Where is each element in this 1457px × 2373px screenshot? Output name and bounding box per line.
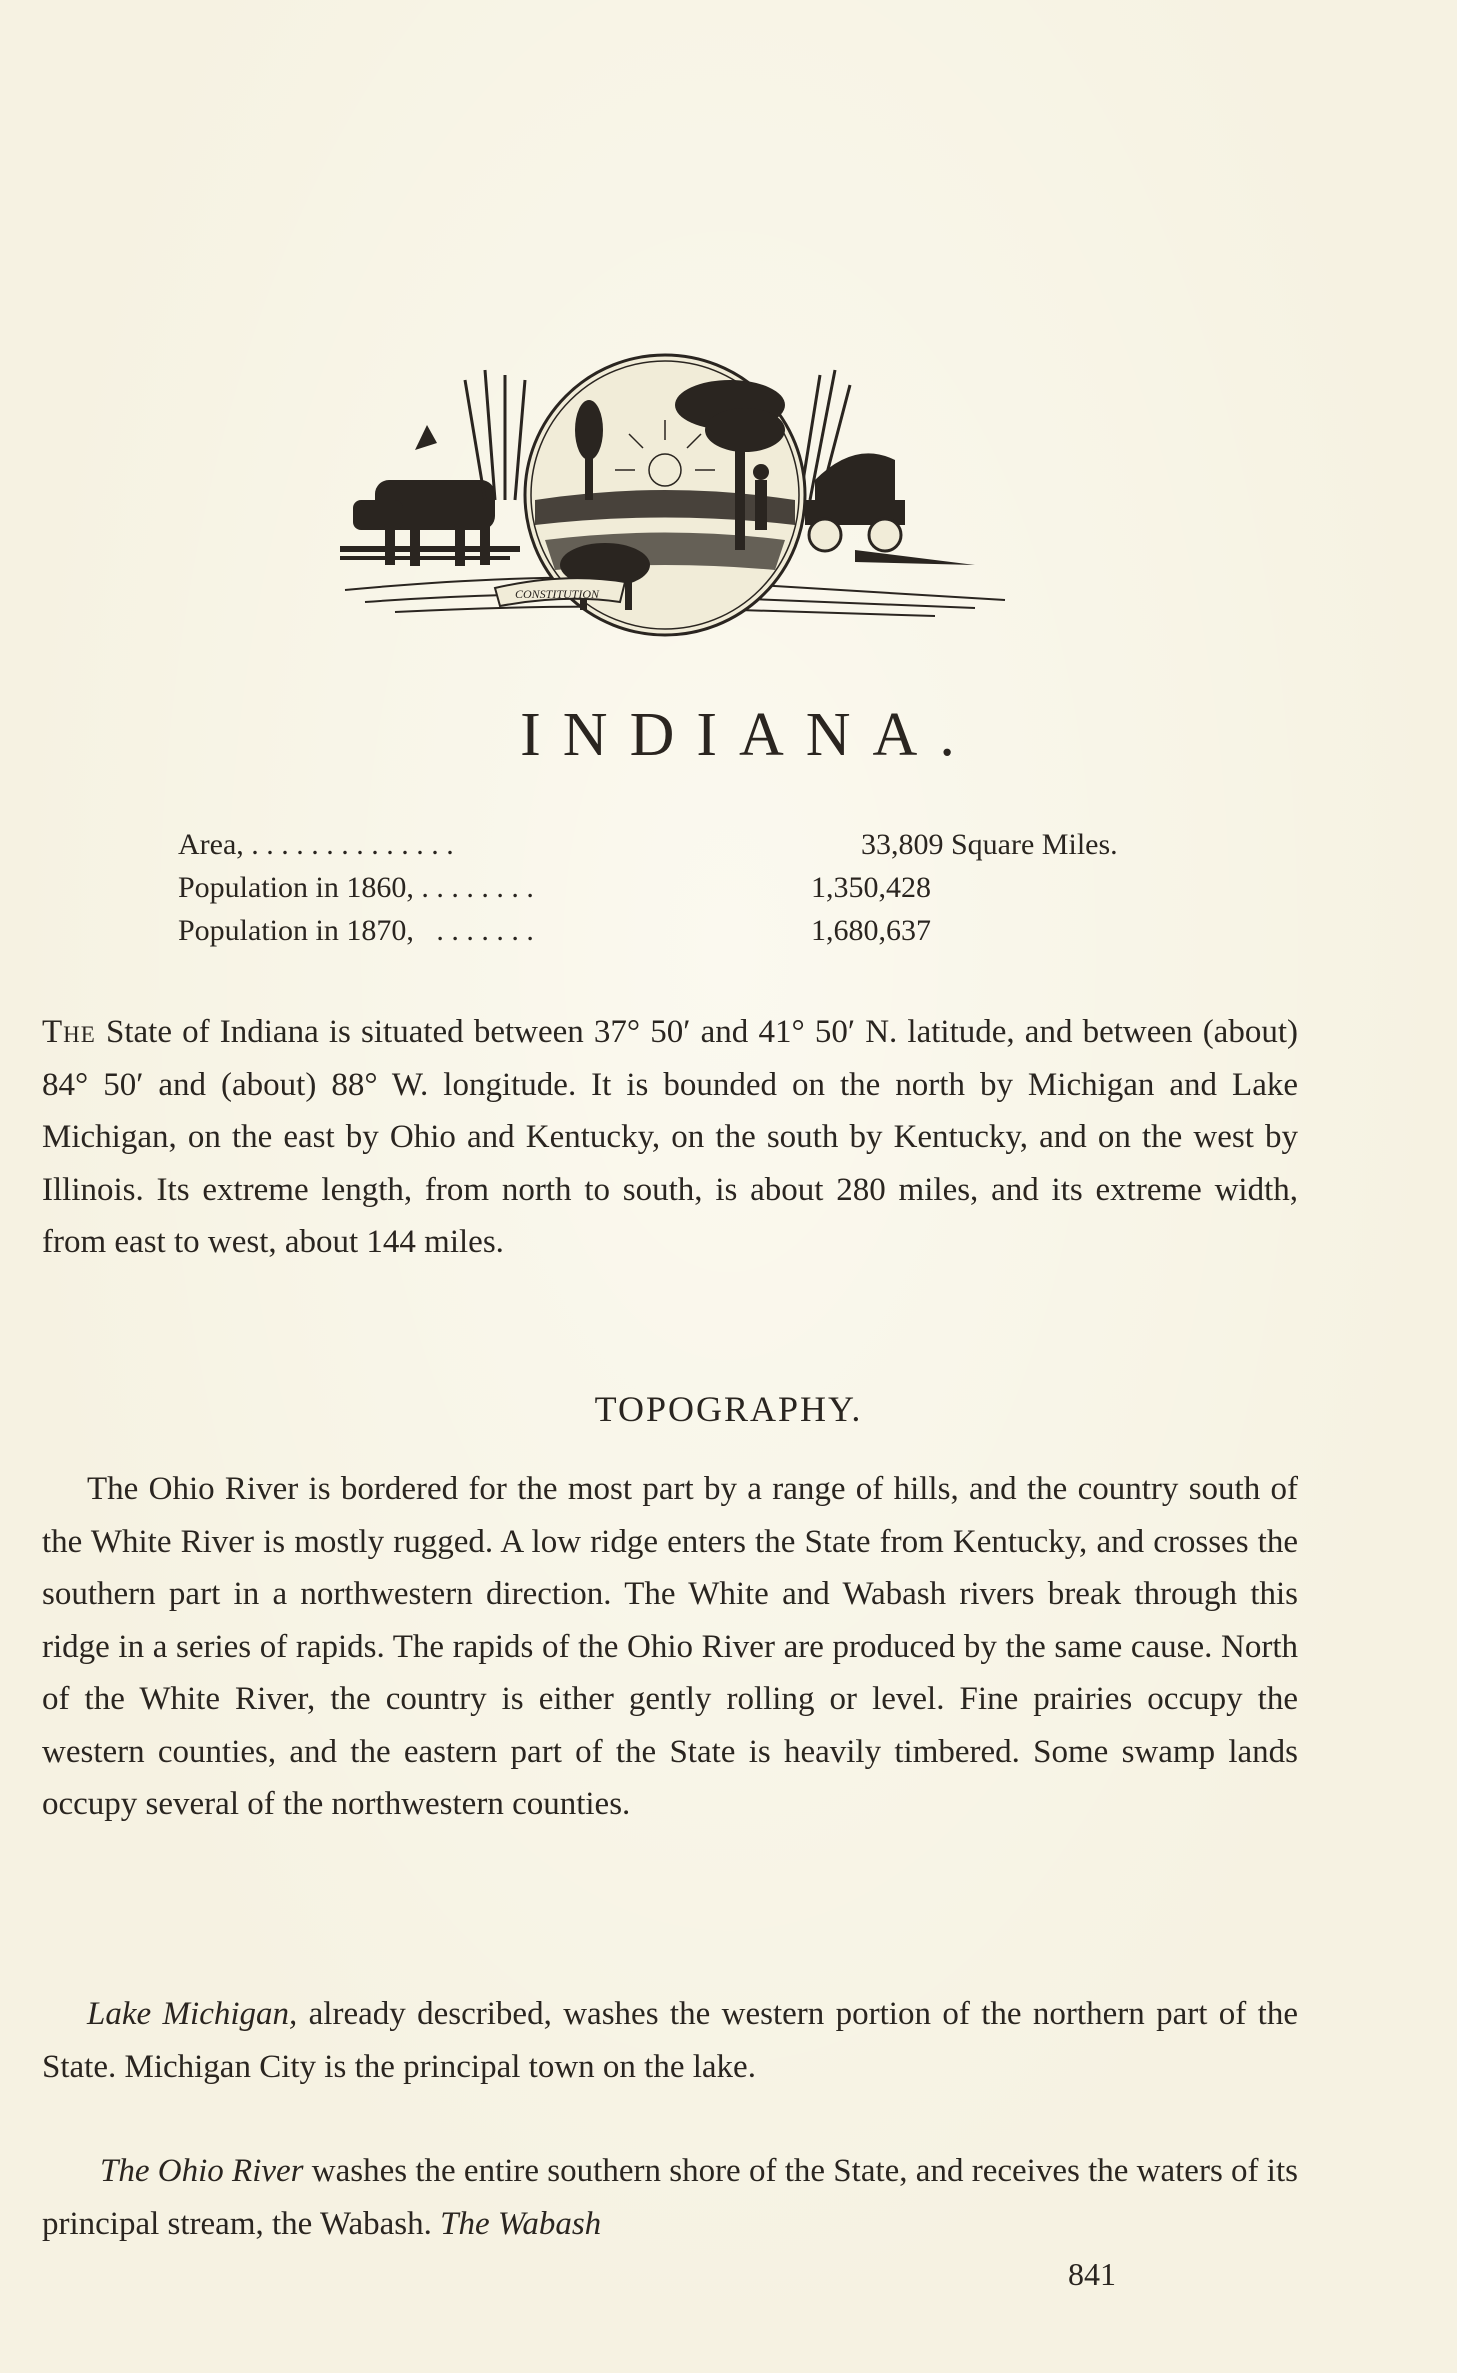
stat-row-population-1870 <box>178 909 1228 952</box>
stat-row-population-1860 <box>178 866 1228 909</box>
lake-michigan-paragraph <box>42 1988 1298 2093</box>
lake-michigan-term: Lake Michigan, <box>87 1996 298 2032</box>
intro-lead-word: The <box>42 1014 96 1050</box>
area-value: 33,809 Square Miles. <box>861 828 1118 861</box>
intro-paragraph <box>42 1006 1298 1269</box>
area-label: Area, . . . . . . . . . . . . . . <box>178 828 454 861</box>
wabash-term: The Wabash <box>440 2205 602 2242</box>
lake-michigan-text: already described, washes the western portion of the northern part of the State. Michigan City is the principal town on the lake. <box>42 1996 1298 2085</box>
population-1860-label: Population in 1860, . . . . . . . . <box>178 871 534 904</box>
section-heading-topography: TOPOGRAPHY. <box>594 1389 863 1429</box>
ohio-river-paragraph <box>42 2145 1298 2250</box>
ohio-river-text: washes the entire southern shore of the State, and receives the waters of its principal stream, the Wabash. <box>42 2153 1298 2242</box>
intro-text: State of Indiana is situated between 37° 50′ and 41° 50′ N. latitude, and between (about) 84° 50′ and (about) 88° W. longitude. It is bounded on the north by Michigan and Lake Michigan, on the east by Ohio and Kentucky, on the south by Kentucky, and on the west by Illinois. Its extreme length, from north to south, is about 280 miles, and its extreme width, from east to west, about 144 miles. <box>42 1014 1298 1260</box>
population-1870-value: 1,680,637 <box>811 914 931 947</box>
stat-row-area <box>178 823 1228 866</box>
ohio-river-term: The Ohio River <box>100 2153 304 2189</box>
population-1870-label: Population in 1870, . . . . . . . <box>178 914 534 947</box>
population-1860-value: 1,350,428 <box>811 871 931 904</box>
statistics-table <box>178 823 1228 952</box>
state-seal-engraving <box>335 350 1015 660</box>
topography-paragraph: The Ohio River is bordered for the most part by a range of hills, and the country south of the White River is mostly rugged. A low ridge enters the State from Kentucky, and crosses the southern part in a northwestern direction. The White and Wabash rivers break through this ridge in a series of rapids. The rapids of the Ohio River are produced by the same cause. North of the White River, the country is either gently rolling or level. Fine prairies occupy the western counties, and the eastern part of the State is heavily timbered. Some swamp lands occupy several of the northwestern counties. <box>42 1471 1298 1822</box>
seal-ribbon-text: CONSTITUTION <box>515 587 600 601</box>
page-number: 841 <box>1068 2256 1116 2292</box>
page-title: INDIANA. <box>520 701 977 769</box>
